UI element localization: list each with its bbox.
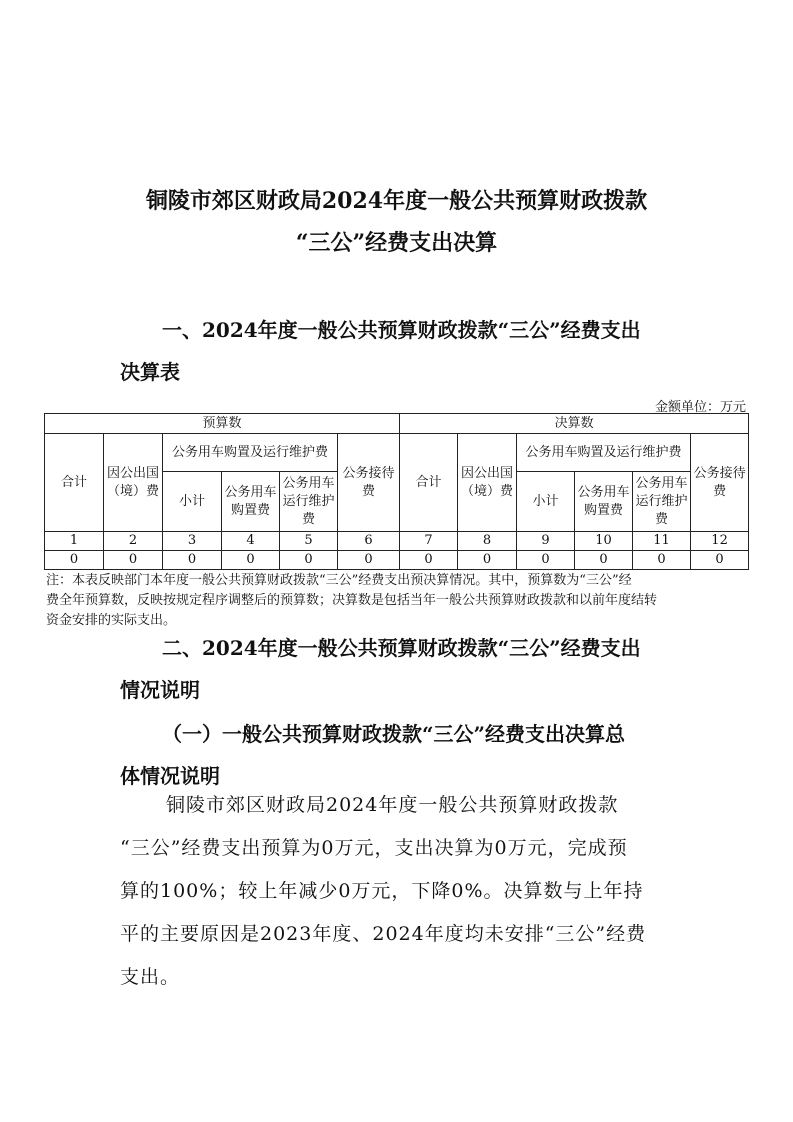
amount-unit-label: 金额单位：万元 [654, 400, 746, 415]
final-abroad-header: 因公出国（境）费 [458, 434, 517, 532]
table-cell: 6 [338, 532, 400, 551]
table-cell: 0 [575, 551, 633, 570]
budget-abroad-header: 因公出国（境）费 [104, 434, 163, 532]
section-2-heading-line-1: 二、2024年度一般公共预算财政拨款“三公”经费支出 [162, 636, 641, 660]
document-title-line-2: “三公”经费支出决算 [295, 230, 498, 256]
final-vehicle-purchase-header: 公务用车购置费 [575, 472, 633, 532]
table-cell: 0 [517, 551, 575, 570]
budget-subtotal-header: 小计 [163, 472, 222, 532]
table-cell: 8 [458, 532, 517, 551]
table-cell: 9 [517, 532, 575, 551]
subsection-1-heading-line-2: 体情况说明 [120, 764, 220, 788]
table-cell: 3 [163, 532, 222, 551]
three-public-expenses-table [44, 413, 749, 570]
table-cell: 5 [280, 532, 338, 551]
body-paragraph-line-5: 支出。 [120, 966, 181, 988]
table-cell: 0 [633, 551, 691, 570]
table-cell: 0 [400, 551, 458, 570]
final-vehicle-group-header: 公务用车购置及运行维护费 [517, 434, 691, 472]
table-cell: 1 [45, 532, 104, 551]
table-cell: 11 [633, 532, 691, 551]
final-group-header: 决算数 [400, 414, 749, 434]
budget-group-header: 预算数 [45, 414, 400, 434]
table-note-line-1: 注：本表反映部门本年度一般公共预算财政拨款“三公”经费支出预决算情况。其中，预算数为“三公”经 [46, 573, 632, 588]
table-cell: 12 [691, 532, 749, 551]
table-cell: 7 [400, 532, 458, 551]
table-index-row [45, 532, 749, 551]
final-reception-header: 公务接待费 [691, 434, 749, 532]
final-total-header: 合计 [400, 434, 458, 532]
table-cell: 0 [45, 551, 104, 570]
table-cell: 4 [222, 532, 280, 551]
table-cell: 0 [691, 551, 749, 570]
body-paragraph-line-4: 平的主要原因是2023年度、2024年度均未安排“三公”经费 [120, 923, 647, 945]
table-cell: 10 [575, 532, 633, 551]
table-cell: 2 [104, 532, 163, 551]
budget-vehicle-purchase-header: 公务用车购置费 [222, 472, 280, 532]
body-paragraph [120, 784, 680, 999]
document-title-line-1: 铜陵市郊区财政局2024年度一般公共预算财政拨款 [145, 188, 648, 214]
section-1-heading-line-2: 决算表 [120, 360, 180, 384]
table-note-line-3: 资金安排的实际支出。 [46, 613, 177, 628]
table-note [46, 571, 750, 631]
table-cell: 0 [280, 551, 338, 570]
table-cell: 0 [222, 551, 280, 570]
body-paragraph-line-1: 铜陵市郊区财政局2024年度一般公共预算财政拨款 [166, 794, 619, 816]
body-paragraph-line-3: 算的100%；较上年减少0万元，下降0%。决算数与上年持 [120, 880, 644, 902]
table-cell: 0 [458, 551, 517, 570]
budget-reception-header: 公务接待费 [338, 434, 400, 532]
subsection-1-heading-line-1: （一）一般公共预算财政拨款“三公”经费支出决算总 [162, 722, 626, 746]
budget-total-header: 合计 [45, 434, 104, 532]
body-paragraph-line-2: “三公”经费支出预算为0万元，支出决算为0万元，完成预 [120, 837, 628, 859]
budget-vehicle-operation-header: 公务用车运行维护费 [280, 472, 338, 532]
table-cell: 0 [163, 551, 222, 570]
final-subtotal-header: 小计 [517, 472, 575, 532]
table-cell: 0 [338, 551, 400, 570]
section-2-heading-line-2: 情况说明 [120, 678, 200, 702]
table-value-row [45, 551, 749, 570]
table-note-line-2: 费全年预算数，反映按规定程序调整后的预算数；决算数是包括当年一般公共预算财政拨款和以前年度结转 [46, 593, 658, 608]
budget-vehicle-group-header: 公务用车购置及运行维护费 [163, 434, 338, 472]
table-cell: 0 [104, 551, 163, 570]
final-vehicle-operation-header: 公务用车运行维护费 [633, 472, 691, 532]
section-1-heading-line-1: 一、2024年度一般公共预算财政拨款“三公”经费支出 [162, 318, 641, 342]
